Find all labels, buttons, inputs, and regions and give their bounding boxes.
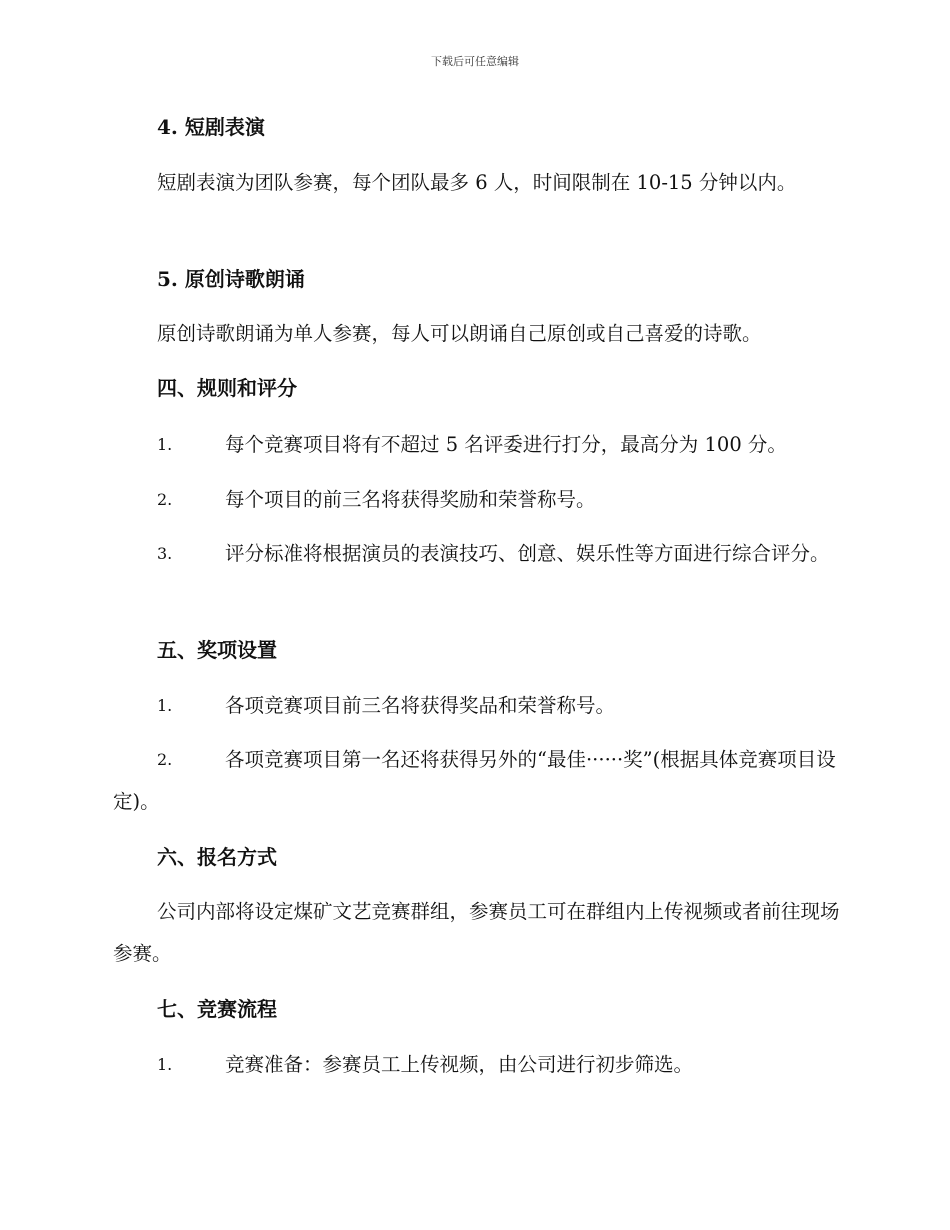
paragraph-signup: 公司内部将设定煤矿文艺竞赛群组，参赛员工可在群组内上传视频或者前往现场参赛。 <box>113 900 840 965</box>
list-item-text: 评分标准将根据演员的表演技巧、创意、娱乐性等方面进行综合评分。 <box>225 542 830 565</box>
section-heading-poetry: 5. 原创诗歌朗诵 <box>157 267 305 291</box>
list-item-text: 各项竞赛项目第一名还将获得另外的“最佳······奖”(根据具体竞赛项目设定)。 <box>113 748 836 813</box>
list-item-number: 1. <box>157 1055 173 1074</box>
list-item <box>113 424 841 466</box>
section-heading-rules: 四、规则和评分 <box>157 376 297 400</box>
list-item <box>113 1044 841 1086</box>
list-item-number: 2. <box>157 750 173 769</box>
list-item-text: 各项竞赛项目前三名将获得奖品和荣誉称号。 <box>225 694 616 717</box>
list-item-number: 3. <box>157 544 173 563</box>
list-item-text: 每个竞赛项目将有不超过 5 名评委进行打分，最高分为 100 分。 <box>225 433 787 456</box>
list-item <box>113 685 841 727</box>
list-item-text: 每个项目的前三名将获得奖励和荣誉称号。 <box>225 488 596 511</box>
list-item-number: 2. <box>157 490 173 509</box>
paragraph-poetry: 原创诗歌朗诵为单人参赛，每人可以朗诵自己原创或自己喜爱的诗歌。 <box>157 322 762 345</box>
list-item-text: 竞赛准备：参赛员工上传视频，由公司进行初步筛选。 <box>225 1053 694 1076</box>
page-header: 下载后可任意编辑 <box>431 55 519 68</box>
paragraph-short-drama: 短剧表演为团队参赛，每个团队最多 6 人，时间限制在 10-15 分钟以内。 <box>157 171 797 194</box>
list-item <box>113 479 841 521</box>
list-item <box>113 739 841 823</box>
section-heading-process: 七、竞赛流程 <box>157 997 277 1021</box>
list-item <box>113 533 841 575</box>
section-heading-awards: 五、奖项设置 <box>157 638 277 662</box>
list-item-number: 1. <box>157 696 173 715</box>
section-heading-short-drama: 4. 短剧表演 <box>157 115 265 139</box>
list-item-number: 1. <box>157 435 173 454</box>
section-heading-signup: 六、报名方式 <box>157 845 277 869</box>
